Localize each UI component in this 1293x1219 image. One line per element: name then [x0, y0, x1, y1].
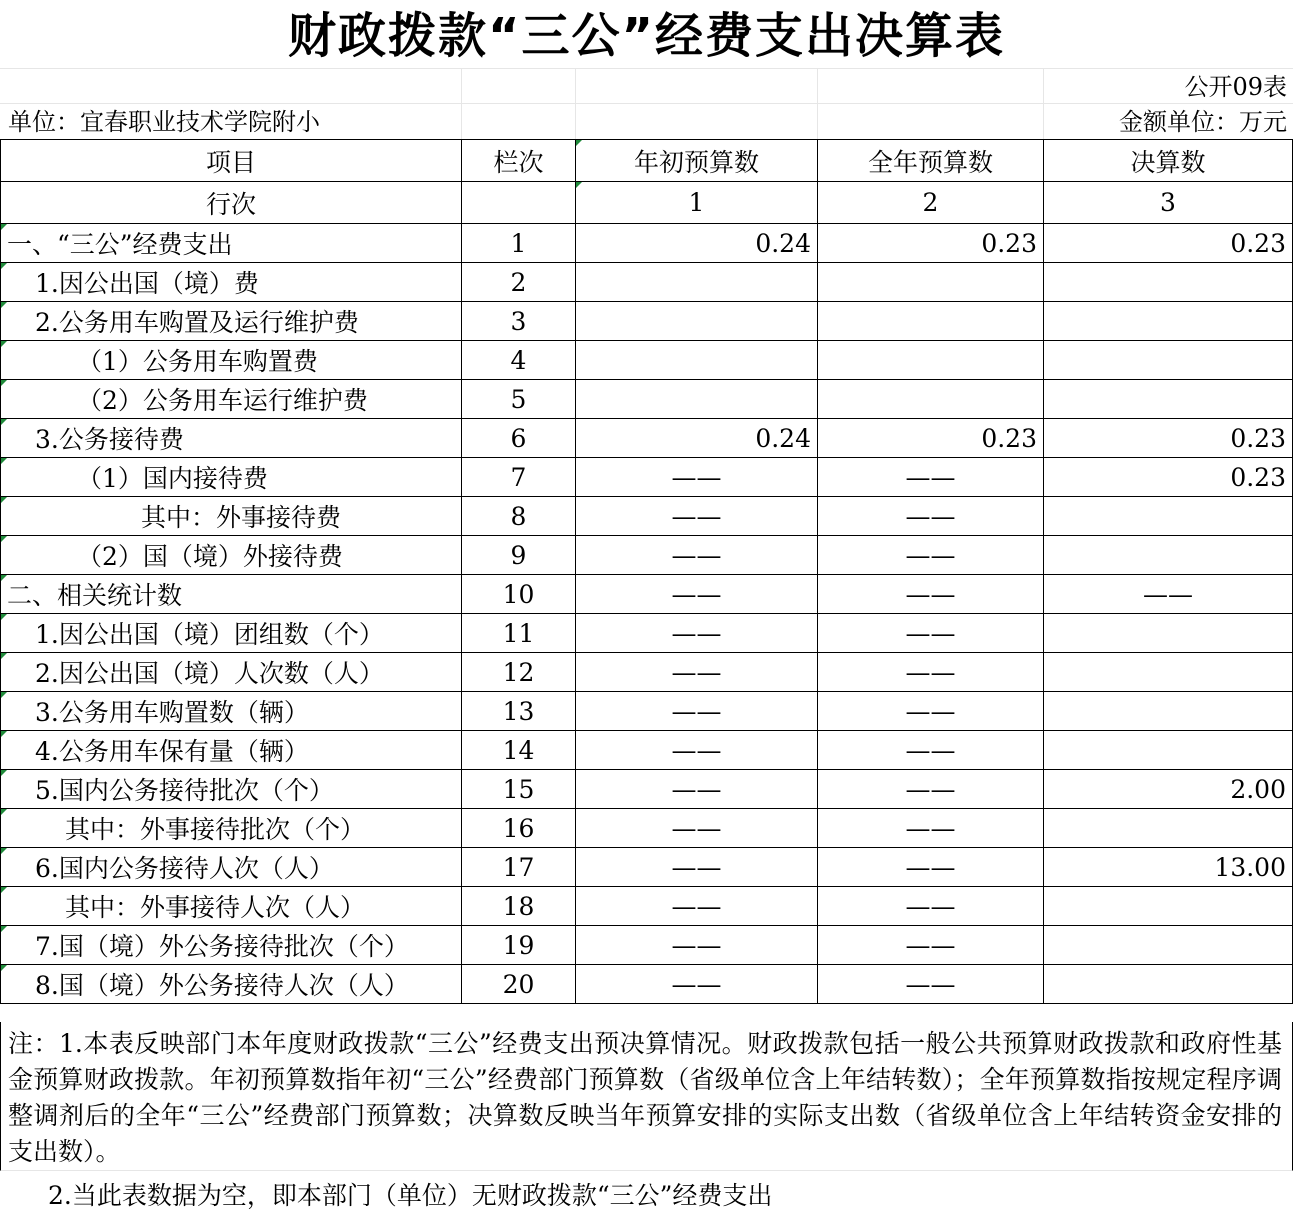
row-number: 10: [462, 575, 576, 614]
cell-initial-budget: ——: [576, 926, 818, 965]
gridline: [575, 68, 576, 139]
row-label: 其中：外事接待人次（人）: [1, 887, 462, 926]
cell-initial-budget: [576, 380, 818, 419]
table-row: [1, 887, 1293, 926]
cell-full-year-budget: [818, 380, 1044, 419]
row-label: 1.因公出国（境）费: [1, 263, 462, 302]
cell-final-accounts: 2.00: [1044, 770, 1293, 809]
cell-final-accounts: [1044, 926, 1293, 965]
header-full-year-budget: 全年预算数: [818, 140, 1044, 182]
table-row: [1, 380, 1293, 419]
cell-final-accounts: [1044, 614, 1293, 653]
cell-full-year-budget: ——: [818, 809, 1044, 848]
cell-final-accounts: [1044, 965, 1293, 1004]
row-label: （1）公务用车购置费: [1, 341, 462, 380]
row-number: 16: [462, 809, 576, 848]
row-label: 8.国（境）外公务接待人次（人）: [1, 965, 462, 1004]
cell-initial-budget: ——: [576, 692, 818, 731]
row-number: 20: [462, 965, 576, 1004]
cell-initial-budget: 0.24: [576, 419, 818, 458]
row-number: 7: [462, 458, 576, 497]
cell-final-accounts: [1044, 380, 1293, 419]
row-number: 12: [462, 653, 576, 692]
cell-final-accounts: [1044, 263, 1293, 302]
row-label: 2.因公出国（境）人次数（人）: [1, 653, 462, 692]
header-initial-budget: 年初预算数: [576, 140, 818, 182]
table-row: [1, 809, 1293, 848]
table-row: [1, 419, 1293, 458]
gridline: [1043, 68, 1044, 139]
table-row: [1, 653, 1293, 692]
row-number: 8: [462, 497, 576, 536]
table-row: [1, 614, 1293, 653]
note-2: 2.当此表数据为空，即本部门（单位）无财政拨款“三公”经费支出: [48, 1181, 773, 1210]
cell-final-accounts: [1044, 731, 1293, 770]
cell-initial-budget: ——: [576, 614, 818, 653]
table-row: [1, 575, 1293, 614]
header-row: [1, 140, 1293, 182]
cell-initial-budget: ——: [576, 536, 818, 575]
cell-initial-budget: [576, 341, 818, 380]
cell-full-year-budget: 0.23: [818, 224, 1044, 263]
cell-full-year-budget: 0.23: [818, 419, 1044, 458]
row-number: 2: [462, 263, 576, 302]
row-number: 11: [462, 614, 576, 653]
row-number: 1: [462, 224, 576, 263]
cell-full-year-budget: [818, 263, 1044, 302]
cell-full-year-budget: ——: [818, 887, 1044, 926]
row-number: 15: [462, 770, 576, 809]
table-row: [1, 302, 1293, 341]
row-label: （1）国内接待费: [1, 458, 462, 497]
row-label: 2.公务用车购置及运行维护费: [1, 302, 462, 341]
table-row: [1, 263, 1293, 302]
cell-final-accounts: [1044, 887, 1293, 926]
cell-initial-budget: 0.24: [576, 224, 818, 263]
row-number: 14: [462, 731, 576, 770]
table-row: [1, 224, 1293, 263]
expenditure-table: [0, 139, 1293, 1004]
cell-initial-budget: ——: [576, 458, 818, 497]
row-label: 二、相关统计数: [1, 575, 462, 614]
note-1: 注：1.本表反映部门本年度财政拨款“三公”经费支出预决算情况。财政拨款包括一般公共预算财政拨款和政府性基金预算财政拨款。年初预算数指年初“三公”经费部门预算数（省级单位含上年结转数）；全年预算数指按规定程序调整调剂后的全年“三公”经费部门预算数；决算数反映当年预算安排的实际支出数（省级单位含上年结转资金安排的支出数）。: [8, 1029, 1282, 1166]
row-number: 3: [462, 302, 576, 341]
cell-full-year-budget: ——: [818, 575, 1044, 614]
row-label: 4.公务用车保有量（辆）: [1, 731, 462, 770]
row-number: 6: [462, 419, 576, 458]
row-number: 17: [462, 848, 576, 887]
cell-final-accounts: [1044, 653, 1293, 692]
row-label: （2）公务用车运行维护费: [1, 380, 462, 419]
row-label: 5.国内公务接待批次（个）: [1, 770, 462, 809]
gridline: [0, 68, 1293, 69]
cell-initial-budget: ——: [576, 887, 818, 926]
cell-final-accounts: [1044, 692, 1293, 731]
cell-full-year-budget: ——: [818, 536, 1044, 575]
table-row: [1, 341, 1293, 380]
row-number: 18: [462, 887, 576, 926]
cell-initial-budget: ——: [576, 848, 818, 887]
gridline: [461, 68, 462, 139]
row-label: 其中：外事接待费: [1, 497, 462, 536]
cell-full-year-budget: ——: [818, 731, 1044, 770]
cell-initial-budget: ——: [576, 575, 818, 614]
cell-final-accounts: 0.23: [1044, 419, 1293, 458]
cell-final-accounts: ——: [1044, 575, 1293, 614]
table-row: [1, 926, 1293, 965]
cell-initial-budget: ——: [576, 965, 818, 1004]
notes: [0, 1022, 1290, 1214]
cell-full-year-budget: ——: [818, 614, 1044, 653]
cell-initial-budget: [576, 302, 818, 341]
subheader-empty: [462, 182, 576, 224]
subheader-row-no: 行次: [1, 182, 462, 224]
row-label: 其中：外事接待批次（个）: [1, 809, 462, 848]
subheader-col2: 2: [818, 182, 1044, 224]
row-label: 3.公务用车购置数（辆）: [1, 692, 462, 731]
cell-initial-budget: [576, 263, 818, 302]
cell-final-accounts: 13.00: [1044, 848, 1293, 887]
cell-full-year-budget: ——: [818, 848, 1044, 887]
cell-full-year-budget: ——: [818, 458, 1044, 497]
header-final-accounts: 决算数: [1044, 140, 1293, 182]
table-row: [1, 692, 1293, 731]
cell-initial-budget: ——: [576, 731, 818, 770]
amount-unit: 金额单位：万元: [1119, 108, 1287, 136]
cell-final-accounts: 0.23: [1044, 224, 1293, 263]
table-row: [1, 965, 1293, 1004]
cell-initial-budget: ——: [576, 497, 818, 536]
cell-full-year-budget: [818, 341, 1044, 380]
subheader-col3: 3: [1044, 182, 1293, 224]
header-column-no: 栏次: [462, 140, 576, 182]
cell-initial-budget: ——: [576, 770, 818, 809]
form-code: 公开09表: [1184, 73, 1287, 101]
row-label: 3.公务接待费: [1, 419, 462, 458]
page-title: 财政拨款“三公”经费支出决算表: [287, 8, 1006, 64]
row-number: 13: [462, 692, 576, 731]
cell-final-accounts: [1044, 536, 1293, 575]
cell-full-year-budget: ——: [818, 497, 1044, 536]
table-row: [1, 731, 1293, 770]
cell-initial-budget: ——: [576, 653, 818, 692]
cell-full-year-budget: ——: [818, 965, 1044, 1004]
row-label: （2）国（境）外接待费: [1, 536, 462, 575]
cell-full-year-budget: ——: [818, 926, 1044, 965]
row-label: 1.因公出国（境）团组数（个）: [1, 614, 462, 653]
unit-label: 单位：宜春职业技术学院附小: [8, 108, 320, 136]
cell-final-accounts: [1044, 497, 1293, 536]
cell-full-year-budget: ——: [818, 653, 1044, 692]
row-label: 7.国（境）外公务接待批次（个）: [1, 926, 462, 965]
subheader-col1: 1: [576, 182, 818, 224]
row-label: 一、“三公”经费支出: [1, 224, 462, 263]
table-row: [1, 458, 1293, 497]
table-row: [1, 536, 1293, 575]
table-row: [1, 848, 1293, 887]
subheader-row: [1, 182, 1293, 224]
cell-final-accounts: [1044, 341, 1293, 380]
cell-full-year-budget: ——: [818, 770, 1044, 809]
cell-initial-budget: ——: [576, 809, 818, 848]
row-label: 6.国内公务接待人次（人）: [1, 848, 462, 887]
cell-final-accounts: 0.23: [1044, 458, 1293, 497]
cell-full-year-budget: [818, 302, 1044, 341]
header-item: 项目: [1, 140, 462, 182]
row-number: 19: [462, 926, 576, 965]
row-number: 5: [462, 380, 576, 419]
table-row: [1, 497, 1293, 536]
gridline: [817, 68, 818, 139]
row-number: 9: [462, 536, 576, 575]
cell-final-accounts: [1044, 809, 1293, 848]
cell-full-year-budget: ——: [818, 692, 1044, 731]
row-number: 4: [462, 341, 576, 380]
table-row: [1, 770, 1293, 809]
cell-final-accounts: [1044, 302, 1293, 341]
